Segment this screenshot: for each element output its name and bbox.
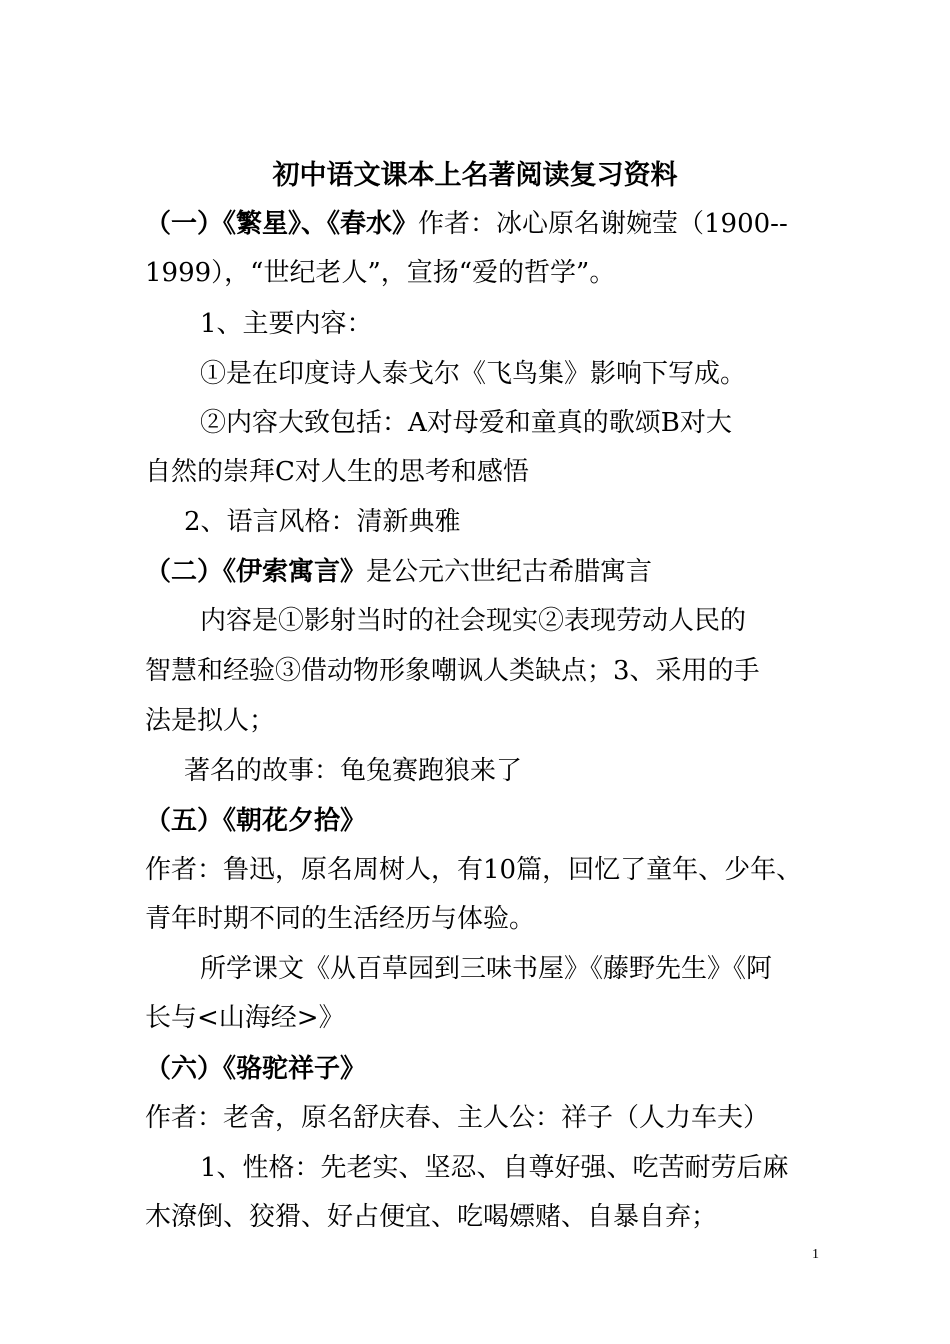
section-2-content-c: 法是拟人； [145,706,276,736]
section-1-heading-line [145,206,810,242]
page-title: 初中语文课本上名著阅读复习资料 [272,160,678,191]
section-1-intro-b: 1999），“世纪老人”，宣扬“爱的哲学”。 [145,258,616,288]
section-1-heading: （一）《繁星》、《春水》 [145,209,419,239]
section-2-content-a: 内容是①影射当时的社会现实②表现劳动人民的 [200,606,747,636]
section-5-author-b: 青年时期不同的生活经历与体验。 [145,904,536,934]
section-2-content-b: 智慧和经验③借动物形象嘲讽人类缺点；3、采用的手 [145,656,760,686]
section-2-heading-tail: 是公元六世纪古希腊寓言 [366,557,653,587]
section-1-item-1: 1、主要内容： [200,309,373,339]
section-6-heading: （六）《骆驼祥子》 [145,1054,367,1084]
section-5-texts-b: 长与<山海经>》 [145,1003,345,1033]
section-5-heading: （五）《朝花夕拾》 [145,806,367,836]
section-1-item-1b-b: 自然的崇拜C对人生的思考和感悟 [145,457,529,487]
section-1-item-2: 2、语言风格：清新典雅 [184,507,461,537]
section-2-heading: （二）《伊索寓言》 [145,557,367,587]
section-1-item-1a: ①是在印度诗人泰戈尔《飞鸟集》影响下写成。 [200,359,747,389]
section-1-item-1b-a: ②内容大致包括：A对母爱和童真的歌颂B对大 [200,408,732,438]
section-6-author: 作者：老舍，原名舒庆春、主人公：祥子（人力车夫） [145,1103,770,1133]
section-2-stories: 著名的故事：龟兔赛跑狼来了 [184,756,523,786]
section-6-trait-a: 1、性格：先老实、坚忍、自尊好强、吃苦耐劳后麻 [200,1153,789,1183]
section-2-heading-line [145,554,810,590]
section-5-author-a: 作者：鲁迅，原名周树人，有10篇，回忆了童年、少年、 [145,855,803,885]
page-number: 1 [812,1247,819,1262]
section-1-intro-a: 作者：冰心原名谢婉莹（1900-- [418,209,788,239]
section-5-texts-a: 所学课文《从百草园到三味书屋》《藤野先生》《阿 [200,954,773,984]
section-6-trait-b: 木潦倒、狡猾、好占便宜、吃喝嫖赌、自暴自弃； [145,1202,718,1232]
